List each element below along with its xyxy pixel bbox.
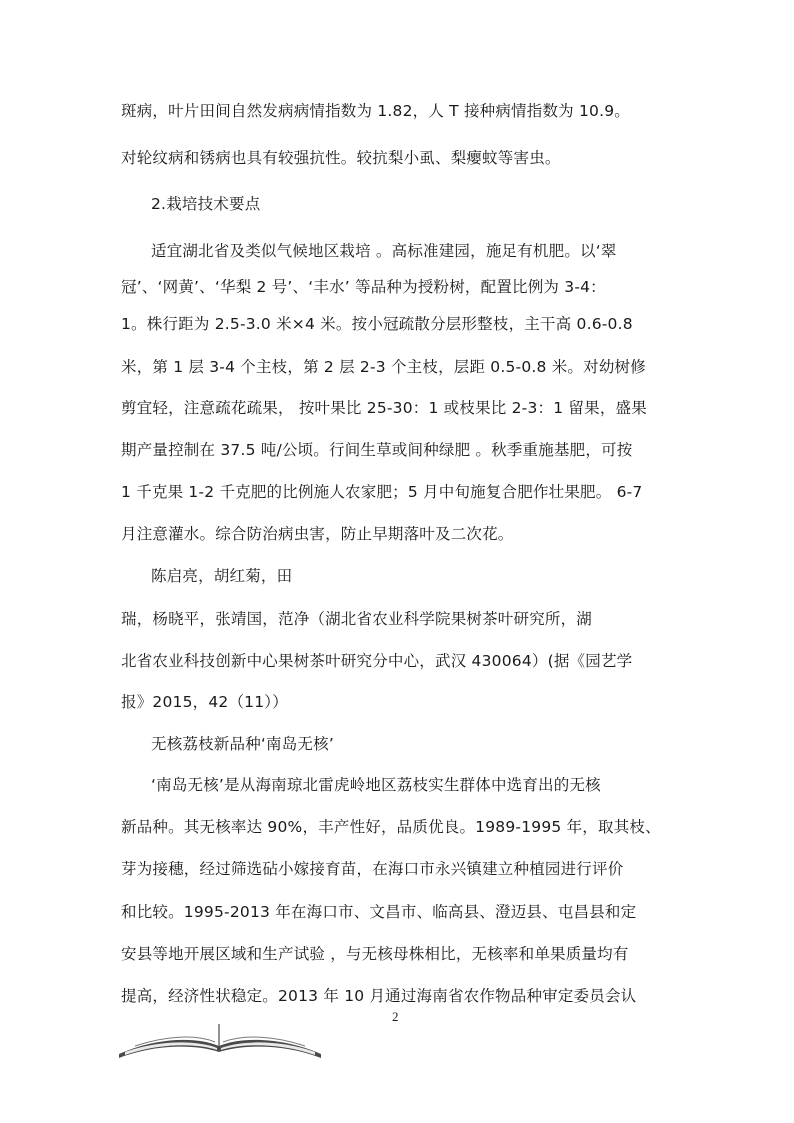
text-line: 芽为接穗，经过筛选砧小嫁接育苗，在海口市永兴镇建立种植园进行评价 — [121, 860, 624, 878]
text-line: 米，第 1 层 3-4 个主枝，第 2 层 2-3 个主枝，层距 0.5-0.8 米。对幼树修 — [121, 358, 646, 376]
section-heading: 无核荔枝新品种‘南岛无核’ — [151, 735, 334, 753]
text-line: 冠’、‘网黄’、‘华梨 2 号’、‘丰水’ 等品种为授粉树，配置比例为 3-4： — [121, 278, 606, 296]
text-line: 月注意灌水。综合防治病虫害，防止早期落叶及二次花。 — [121, 525, 514, 543]
text-line: 适宜湖北省及类似气候地区栽培 。高标准建园，施足有机肥。以‘翠 — [151, 242, 617, 260]
page-number: 2 — [392, 1009, 399, 1024]
text-line: 新品种。其无核率达 90%，丰产性好，品质优良。1989-1995 年，取其枝、 — [121, 818, 661, 836]
text-line: 提高，经济性状稳定。2013 年 10 月通过海南省农作物品种审定委员会认 — [121, 987, 637, 1005]
text-line: 报》2015，42（11）） — [121, 693, 288, 711]
text-line: ‘南岛无核’是从海南琼北雷虎岭地区荔枝实生群体中选育出的无核 — [151, 776, 601, 794]
text-line: 和比较。1995-2013 年在海口市、文昌市、临高县、澄迈县、屯昌县和定 — [121, 903, 637, 921]
open-book-icon — [115, 1010, 325, 1062]
text-line: 剪宜轻，注意疏花疏果， 按叶果比 25-30：1 或枝果比 2-3：1 留果，盛果 — [121, 399, 647, 417]
text-line: 瑞，杨晓平，张靖国，范净（湖北省农业科学院果树茶叶研究所，湖 — [121, 610, 593, 628]
text-line: 1。株行距为 2.5-3.0 米×4 米。按小冠疏散分层形整枝，主干高 0.6-0.8 — [121, 315, 633, 333]
section-heading: 2.栽培技术要点 — [151, 195, 261, 213]
author-line: 陈启亮，胡红菊，田 — [151, 567, 293, 585]
text-line: 北省农业科技创新中心果树茶叶研究分中心，武汉 430064）(据《园艺学 — [121, 652, 633, 670]
text-line: 对轮纹病和锈病也具有较强抗性。较抗梨小虱、梨瘿蚊等害虫。 — [121, 149, 561, 167]
text-line: 斑病，叶片田间自然发病病情指数为 1.82，人 T 接种病情指数为 10.9。 — [121, 102, 631, 120]
text-line: 期产量控制在 37.5 吨/公顷。行间生草或间种绿肥 。秋季重施基肥，可按 — [121, 441, 633, 459]
text-line: 安县等地开展区域和生产试验 ，与无核母株相比，无核率和单果质量均有 — [121, 945, 629, 963]
text-line: 1 千克果 1-2 千克肥的比例施人农家肥；5 月中旬施复合肥作壮果肥。 6-7 — [121, 483, 643, 501]
